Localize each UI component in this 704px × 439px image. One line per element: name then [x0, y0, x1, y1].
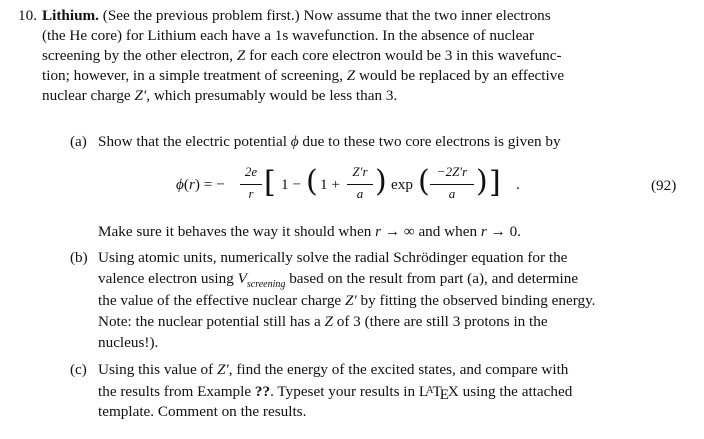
- symbol-Zprime: Z′: [134, 87, 147, 104]
- eq-period: .: [516, 176, 520, 193]
- part-b-text-2a: valence electron using: [98, 270, 238, 287]
- symbol-Z: Z: [324, 313, 333, 330]
- symbol-Z: Z: [346, 67, 356, 84]
- part-c-text-1a: Using this value of: [98, 361, 217, 378]
- eq-frac-a2: a: [448, 186, 456, 201]
- part-c-line-1: [98, 360, 568, 380]
- intro-text-3b: for each core electron would be 3 in this wavefunc-: [245, 47, 562, 64]
- eq-one-minus: 1 −: [281, 176, 301, 193]
- missing-ref: ??: [254, 383, 271, 400]
- intro-text-4a: tion; however, in a simple treatment of screening,: [42, 67, 347, 84]
- part-b-line-5: nucleus!).: [98, 334, 159, 351]
- part-b-label: (b): [70, 249, 88, 266]
- part-b-line-1: Using atomic units, numerically solve the radial Schrödinger equation for the: [98, 249, 568, 266]
- symbol-phi: ϕ: [290, 133, 299, 150]
- part-a-text-2: due to these two core electrons is given by: [298, 133, 561, 150]
- part-c-line-3: template. Comment on the results.: [98, 403, 307, 420]
- symbol-Zprime: Z′: [344, 292, 357, 309]
- eq-one-plus: 1 +: [320, 176, 340, 193]
- eq-frac-2e: 2e: [244, 164, 258, 179]
- part-a-check: Make sure it behaves the way it should when r → ∞ and when r → 0.: [98, 223, 521, 240]
- part-c-text-2a: the results from Example: [98, 383, 255, 400]
- eq-bracket-left: [: [264, 165, 276, 200]
- intro-line-2: (the He core) for Lithium each have a 1s wavefunction. In the absence of nuclear: [42, 27, 535, 44]
- part-b-line-2: [98, 269, 578, 291]
- part-a-text-1: Show that the electric potential: [98, 133, 291, 150]
- eq-fracbar-1: [240, 184, 262, 185]
- latex-logo: $L^AT_EX$: [418, 383, 459, 403]
- part-b-text-3b: by fitting the observed binding energy.: [356, 292, 596, 309]
- part-a-check-1: Make sure it behaves the way it should when: [98, 223, 376, 240]
- intro-text-1: (See the previous problem first.) Now assume that the two inner electrons: [98, 7, 551, 24]
- symbol-V-screening: $V_{screening}$: [237, 270, 286, 290]
- intro-text-4b: would be replaced by an effective: [355, 67, 565, 84]
- part-b-line-4: [98, 312, 548, 332]
- intro-text-5b: , which presumably would be less than 3.: [146, 87, 398, 104]
- eq-paren-left-1: (: [306, 164, 318, 199]
- eq-bracket-right: ]: [489, 165, 501, 200]
- eq-paren-right-1: ): [375, 164, 387, 199]
- part-b-line-3: [98, 291, 595, 311]
- eq-frac-a1: a: [356, 186, 364, 201]
- symbol-Zprime: Z′: [216, 361, 229, 378]
- eq-fracbar-3: [430, 184, 474, 185]
- eq-paren-right-2: ): [476, 164, 488, 199]
- eq-paren-left-2: (: [418, 164, 430, 199]
- part-b-text-4b: of 3 (there are still 3 protons in the: [332, 313, 548, 330]
- eq-exp: exp: [391, 176, 413, 193]
- intro-text-3a: screening by the other electron,: [42, 47, 237, 64]
- eq-lhs: ϕ(r) = −: [176, 176, 225, 193]
- part-c-label: (c): [70, 361, 87, 378]
- eq-frac-2zr: −2Z′r: [436, 164, 468, 179]
- part-a-check-2: and when: [414, 223, 481, 240]
- symbol-Z: Z: [236, 47, 246, 64]
- problem-number: 10.: [18, 7, 37, 24]
- problem-title: Lithium.: [42, 7, 99, 24]
- part-c-text-1b: , find the energy of the excited states, and compare with: [228, 361, 569, 378]
- part-a-label: (a): [70, 133, 87, 150]
- intro-text-5a: nuclear charge: [42, 87, 135, 104]
- eq-frac-zr: Z′r: [352, 164, 368, 179]
- part-c-text-2c: . Typeset your results in: [270, 383, 419, 400]
- part-b-text-2b: based on the result from part (a), and determine: [285, 270, 579, 287]
- part-b-text-3a: the value of the effective nuclear charge: [98, 292, 345, 309]
- part-c-text-2d: using the attached: [458, 383, 573, 400]
- eq-number: (92): [651, 177, 677, 194]
- part-b-text-4a: Note: the nuclear potential still has a: [98, 313, 325, 330]
- eq-fracbar-2: [347, 184, 373, 185]
- eq-frac-r: r: [248, 186, 254, 201]
